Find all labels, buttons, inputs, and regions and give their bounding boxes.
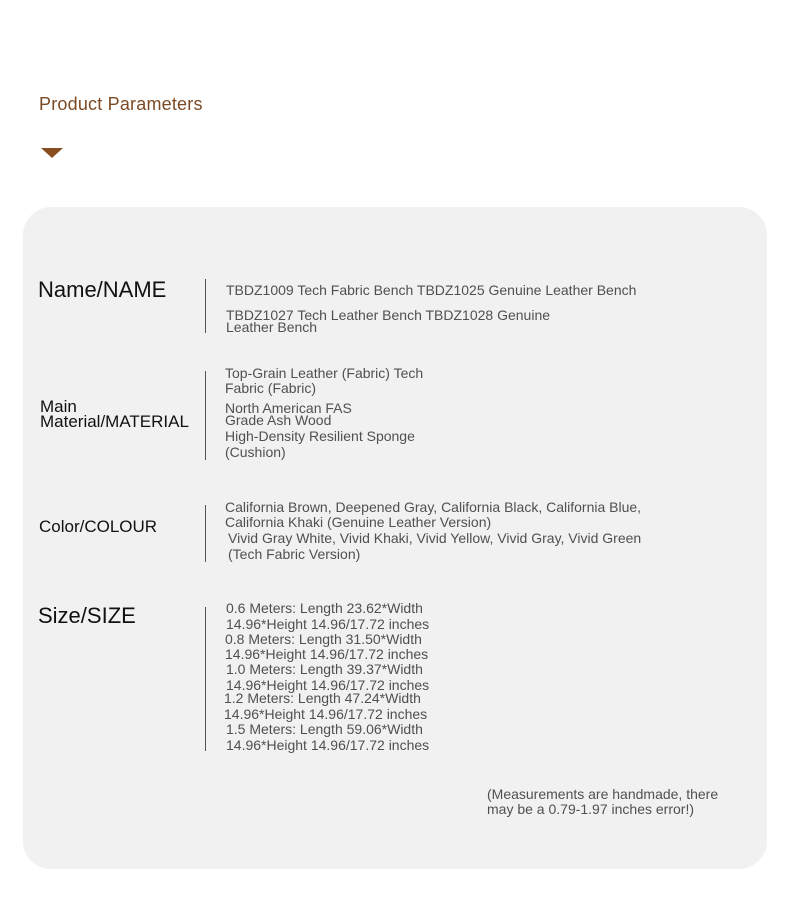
size-value-line: 14.96*Height 14.96/17.72 inches (226, 616, 430, 632)
material-value-line: Top-Grain Leather (Fabric) Tech (225, 365, 424, 381)
material-divider (205, 371, 206, 460)
size-value-line: 0.8 Meters: Length 31.50*Width (225, 631, 422, 647)
material-value-line: Grade Ash Wood (225, 412, 332, 428)
name-value-line: TBDZ1009 Tech Fabric Bench TBDZ1025 Genuine Leather Bench (226, 282, 637, 298)
material-value-line: High-Density Resilient Sponge (225, 428, 415, 444)
color-value-line: Vivid Gray White, Vivid Khaki, Vivid Yellow, Vivid Gray, Vivid Green (228, 530, 642, 546)
color-value-line: (Tech Fabric Version) (228, 546, 361, 562)
size-label: Size/SIZE (38, 603, 136, 628)
size-value-line: 14.96*Height 14.96/17.72 inches (225, 646, 429, 662)
size-value-line: 0.6 Meters: Length 23.62*Width (226, 600, 423, 616)
material-value-line: Fabric (Fabric) (225, 380, 317, 396)
name-divider (205, 279, 206, 333)
size-value-line: 1.0 Meters: Length 39.37*Width (226, 661, 423, 677)
material-label-line: Main (40, 397, 77, 416)
color-value-line: California Brown, Deepened Gray, California Black, California Blue, (225, 499, 642, 515)
color-value-line: California Khaki (Genuine Leather Version) (225, 514, 492, 530)
color-divider (205, 505, 206, 562)
size-value-line: 1.2 Meters: Length 47.24*Width (224, 690, 421, 706)
size-value-line: 1.5 Meters: Length 59.06*Width (226, 721, 423, 737)
color-label: Color/COLOUR (39, 517, 158, 536)
caret-down-icon (41, 148, 63, 158)
name-value-line: TBDZ1027 Tech Leather Bench TBDZ1028 Genuine (226, 307, 551, 323)
size-value-line: 14.96*Height 14.96/17.72 inches (226, 677, 430, 693)
size-value-line: 14.96*Height 14.96/17.72 inches (226, 737, 430, 753)
section-title: Product Parameters (39, 94, 203, 114)
material-label-line: Material/MATERIAL (40, 412, 189, 431)
name-label: Name/NAME (38, 277, 167, 302)
measurement-note: (Measurements are handmade, there may be a 0.79-1.97 inches error!) (487, 786, 719, 817)
size-value-line: 14.96*Height 14.96/17.72 inches (224, 706, 428, 722)
material-value-line: (Cushion) (225, 444, 286, 460)
material-value-line: North American FAS (225, 400, 352, 416)
size-divider (205, 607, 206, 751)
name-value-line: Leather Bench (226, 319, 318, 335)
